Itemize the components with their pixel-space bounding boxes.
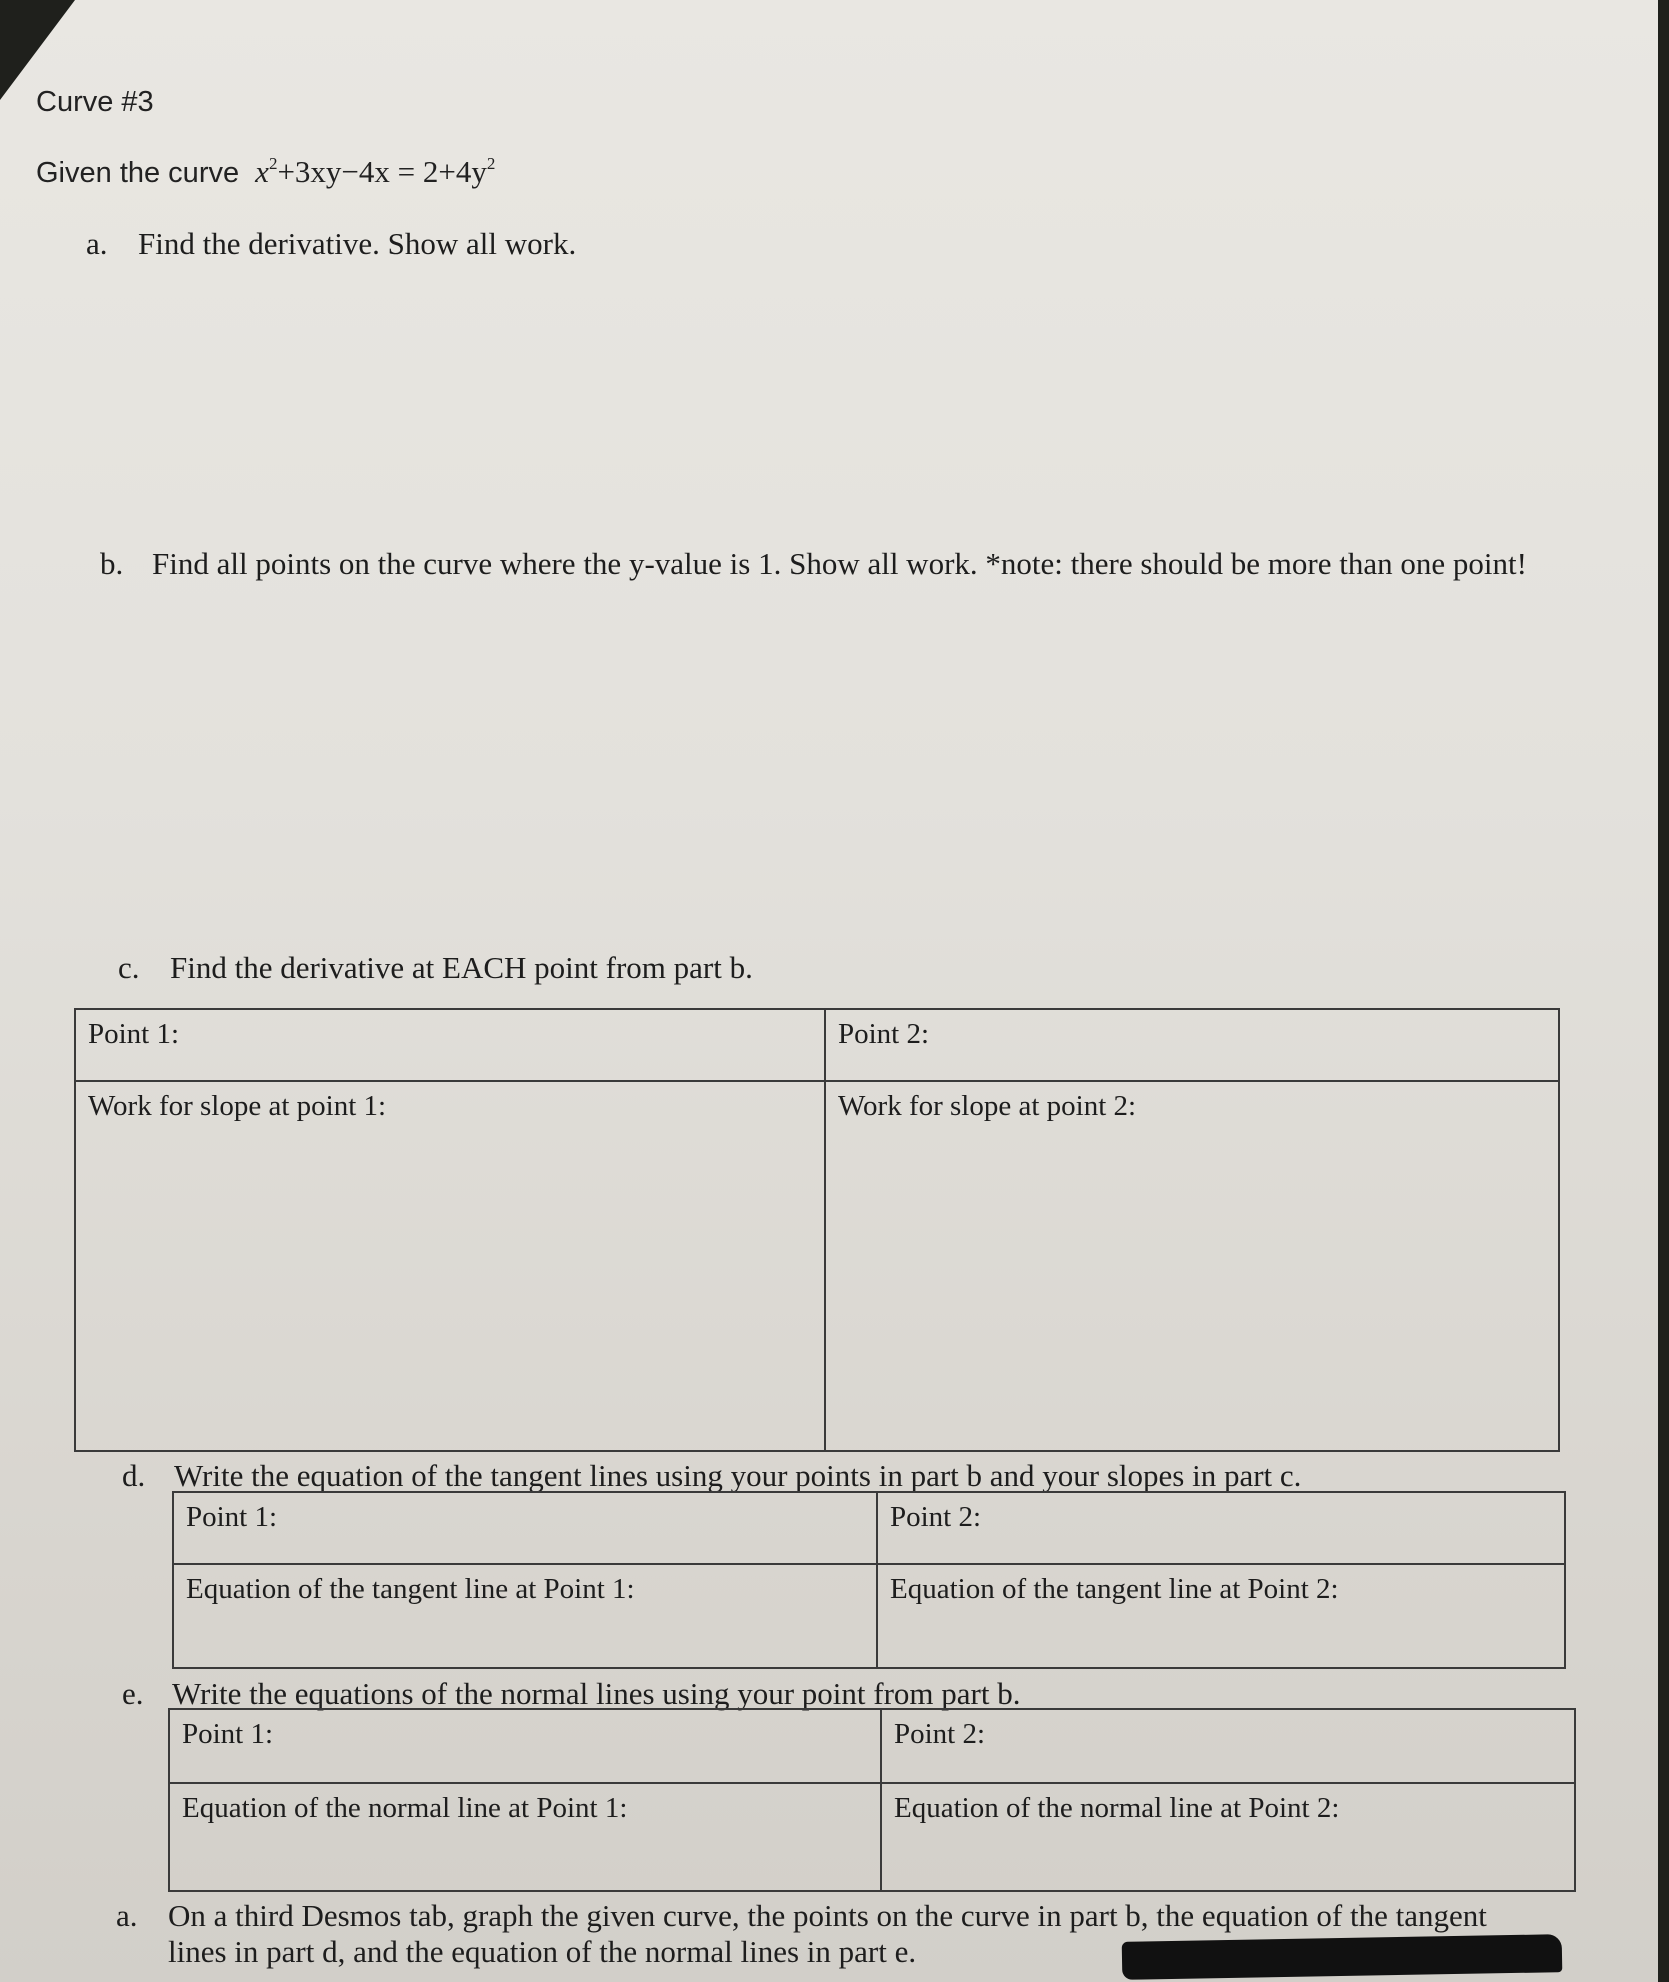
question-d xyxy=(122,1458,1301,1494)
table-d-eq2[interactable]: Equation of the tangent line at Point 2: xyxy=(876,1565,1564,1667)
table-d xyxy=(172,1491,1566,1669)
table-e-eq1[interactable]: Equation of the normal line at Point 1: xyxy=(182,1792,628,1824)
question-c-text: Find the derivative at EACH point from part b. xyxy=(170,950,753,985)
question-d-label: d. xyxy=(122,1458,146,1493)
question-b-text: Find all points on the curve where the y-value is 1. Show all work. *note: there should be more than one point! xyxy=(152,546,1527,581)
table-e-point1[interactable]: Point 1: xyxy=(182,1718,274,1750)
question-b xyxy=(100,546,1560,582)
question-f-label: a. xyxy=(116,1898,138,1933)
table-c xyxy=(74,1008,1560,1452)
table-e-point2[interactable]: Point 2: xyxy=(880,1710,1574,1782)
table-e xyxy=(168,1708,1576,1892)
question-e xyxy=(122,1676,1021,1712)
curve-equation: $x^2+3xy-4x = 2+4y^2$ xyxy=(255,154,496,189)
table-e-eq2[interactable]: Equation of the normal line at Point 2: xyxy=(880,1784,1574,1890)
question-a-label: a. xyxy=(86,226,108,261)
question-e-text: Write the equations of the normal lines using your point from part b. xyxy=(172,1676,1021,1711)
table-d-point1[interactable]: Point 1: xyxy=(186,1501,278,1533)
table-c-work1[interactable]: Work for slope at point 1: xyxy=(88,1090,387,1122)
question-a-text: Find the derivative. Show all work. xyxy=(138,226,577,261)
given-curve xyxy=(36,154,495,190)
background-corner xyxy=(0,0,75,100)
question-b-label: b. xyxy=(100,546,124,581)
question-d-text: Write the equation of the tangent lines using your points in part b and your slopes in part c. xyxy=(174,1458,1302,1493)
question-a xyxy=(86,226,576,262)
table-c-work2[interactable]: Work for slope at point 2: xyxy=(824,1082,1558,1450)
redaction-mark xyxy=(1122,1934,1563,1980)
question-e-label: e. xyxy=(122,1676,144,1711)
table-d-eq1[interactable]: Equation of the tangent line at Point 1: xyxy=(186,1573,635,1605)
table-c-point1[interactable]: Point 1: xyxy=(88,1018,180,1050)
question-c xyxy=(118,950,753,986)
question-f-text: On a third Desmos tab, graph the given curve, the points on the curve in part b, the equation of the tangent lines in part d, and the equation of the normal lines in part e. xyxy=(168,1898,1487,1969)
given-label: Given the curve xyxy=(36,157,240,189)
table-d-point2[interactable]: Point 2: xyxy=(876,1493,1564,1563)
page-title: Curve #3 xyxy=(36,86,154,118)
question-c-label: c. xyxy=(118,950,140,985)
table-c-point2[interactable]: Point 2: xyxy=(824,1010,1558,1080)
